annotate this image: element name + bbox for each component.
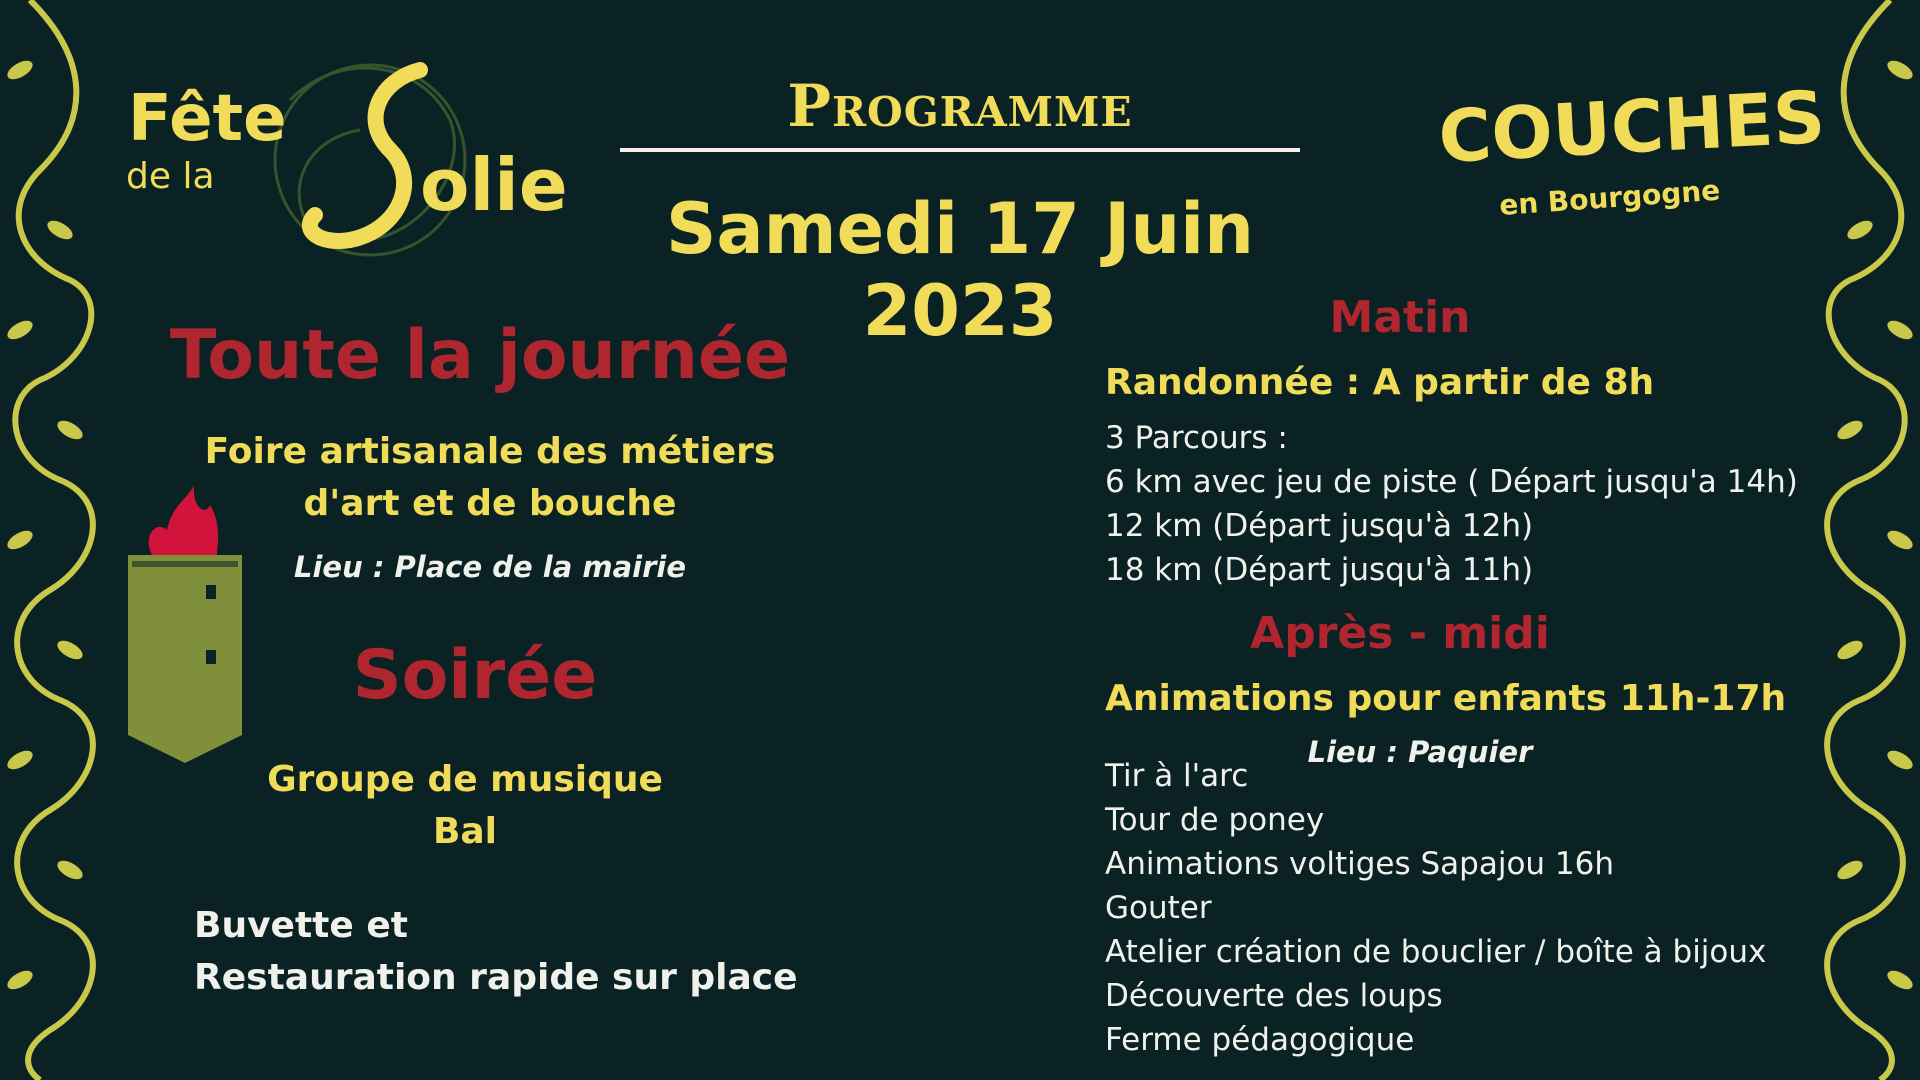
list-item: Atelier création de bouclier / boîte à bijoux <box>1105 934 1767 970</box>
right-ornament-border <box>1810 0 1920 1080</box>
parcours-list <box>1105 416 1825 592</box>
randonnee-heading: Randonnée : A partir de 8h <box>1105 362 1655 403</box>
soiree-details <box>250 754 680 858</box>
buvette-line-2: Restauration rapide sur place <box>194 957 798 998</box>
foire-line-1: Foire artisanale des métiers <box>204 431 776 472</box>
left-ornament-border <box>0 0 110 1080</box>
svg-text:de la: de la <box>126 156 215 197</box>
list-item: Tour de poney <box>1105 802 1325 838</box>
list-item: 3 Parcours : <box>1105 420 1288 456</box>
lieu-place-mairie: Lieu : Place de la mairie <box>293 550 686 584</box>
svg-text:COUCHES: COUCHES <box>1436 74 1828 179</box>
list-item: 18 km (Départ jusqu'à 11h) <box>1105 552 1534 588</box>
animations-heading: Animations pour enfants 11h-17h <box>1105 678 1787 719</box>
buvette-line-1: Buvette et <box>194 905 408 946</box>
heading-soiree: Soirée <box>352 636 598 715</box>
foire-artisanale <box>200 426 780 530</box>
svg-text:en Bourgogne: en Bourgogne <box>1498 173 1722 222</box>
list-item: Tir à l'arc <box>1105 758 1249 794</box>
list-item: Gouter <box>1105 890 1212 926</box>
title-divider <box>620 148 1300 152</box>
buvette-restauration <box>194 900 814 1004</box>
fete-de-la-folie-logo <box>120 40 568 270</box>
heading-apres-midi: Après - midi <box>1250 608 1550 659</box>
list-item: Animations voltiges Sapajou 16h <box>1105 846 1615 882</box>
event-date: Samedi 17 Juin 2023 <box>665 188 1255 352</box>
programme-title: Programme <box>787 72 1133 140</box>
foire-line-2: d'art et de bouche <box>303 483 677 524</box>
lieu-paquier: Lieu : Paquier <box>1307 735 1533 769</box>
heading-toute-la-journee: Toute la journée <box>169 316 791 395</box>
svg-text:Fête: Fête <box>128 82 287 156</box>
bal: Bal <box>432 811 498 852</box>
list-item: 12 km (Départ jusqu'à 12h) <box>1105 508 1534 544</box>
list-item: 6 km avec jeu de piste ( Départ jusqu'a 14h) <box>1105 464 1798 500</box>
list-item: Découverte des loups <box>1105 978 1443 1014</box>
list-item: Ferme pédagogique <box>1105 1022 1415 1058</box>
activities-list <box>1105 754 1825 1062</box>
groupe-de-musique: Groupe de musique <box>267 759 663 800</box>
couches-en-bourgogne-logo <box>1436 74 1828 230</box>
svg-text:olie: olie <box>420 143 568 227</box>
heading-matin: Matin <box>1329 292 1471 343</box>
